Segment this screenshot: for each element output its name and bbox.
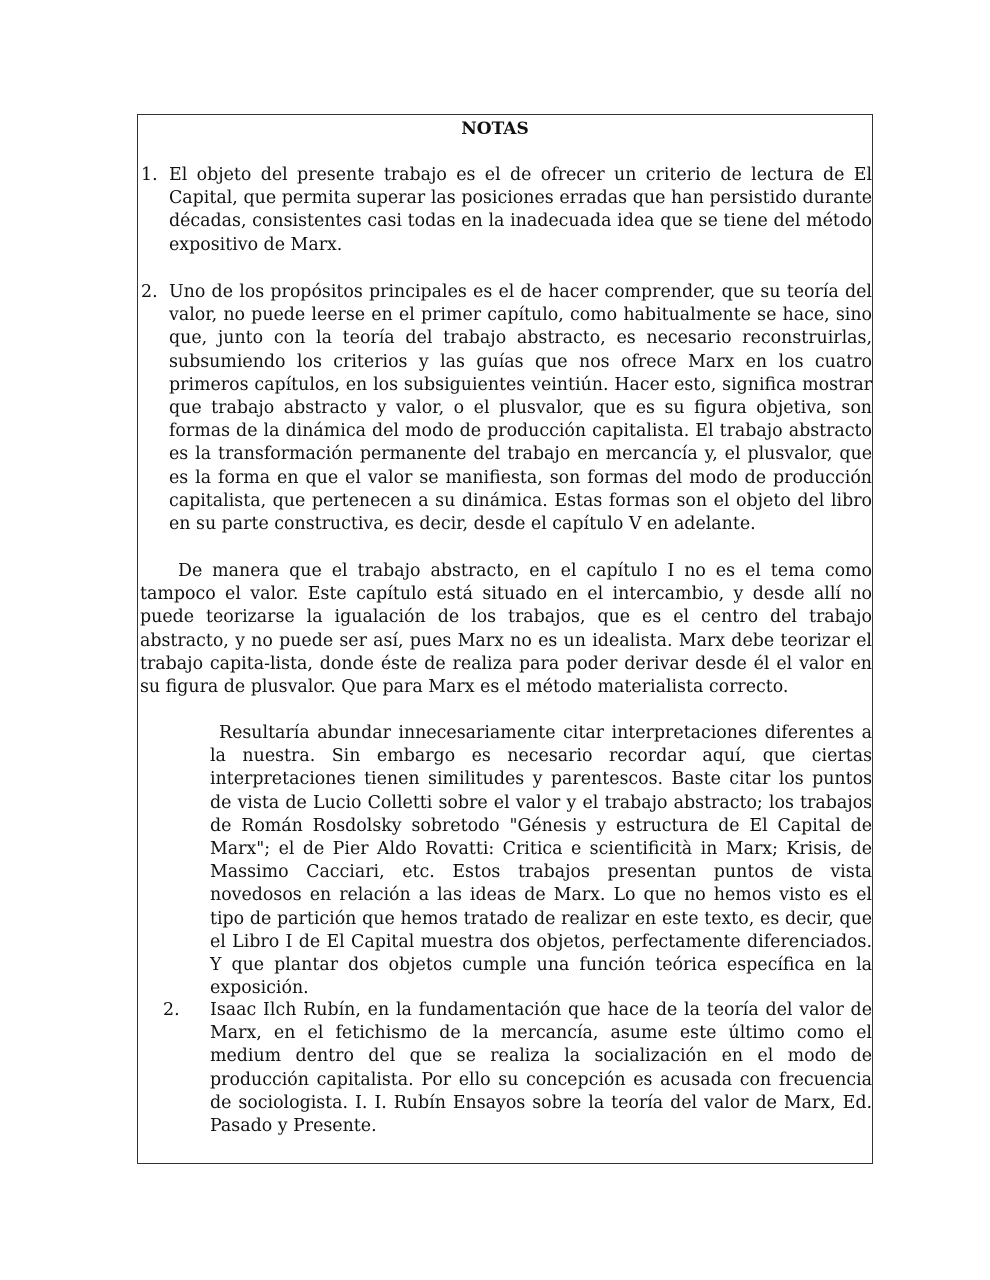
note-item-1 (141, 164, 872, 257)
body-paragraph-abstract-labor: De manera que el trabajo abstracto, en el capítulo I no es el tema como tampoco el valor. Este capítulo está situado en el intercambio, y desde allí no puede teorizarse la igualación de los trabajos, que es el centro del trabajo abstracto, y no puede ser así, pues Marx no es un idealista. Marx debe teorizar el trabajo capita-lista, donde éste de realiza para poder derivar desde él el valor en su figura de plusvalor. Que para Marx es el método materialista correcto. (140, 561, 872, 698)
note-text: El objeto del presente trabajo es el de ofrecer un criterio de lectura de El Capital, que permita superar las posiciones erradas que han persistido durante décadas, consistentes casi todas en la inadecuada idea que se tiene del método expositivo de Marx. (169, 165, 872, 255)
note-text: Isaac Ilch Rubín, en la fundamentación que hace de la teoría del valor de Marx, en el fetichismo de la mercancía, asume este último como el medium dentro del que se realiza la socialización en el modo de producción capitalista. Por ello su concepción es acusada con frecuencia de sociologista. I. I. Rubín Ensayos sobre la teoría del valor de Marx, Ed. Pasado y Presente. (210, 1000, 872, 1137)
note-number: 1. (141, 165, 158, 185)
note-item-rubin (163, 999, 872, 1138)
body-paragraph-interpretations: Resultaría abundar innecesariamente citar interpretaciones diferentes a la nuestra. Sin embargo es necesario recordar aquí, que ciertas interpretaciones tienen similitudes y parentescos. Baste citar los puntos de vista de Lucio Colletti sobre el valor y el trabajo abstracto; los trabajos de Román Rosdolsky sobretodo "Génesis y estructura de El Capital de Marx"; el de Pier Aldo Rovatti: Critica e scientificità in Marx; Krisis, de Massimo Cacciari, etc. Estos trabajos presentan puntos de vista novedosos en relación a las ideas de Marx. Lo que no hemos visto es el tipo de partición que hemos tratado de realizar en este texto, es decir, que el Libro I de El Capital muestra dos objetos, perfectamente diferenciados. Y que plantar dos objetos cumple una función teórica específica en la exposición. (210, 723, 872, 999)
note-number: 2. (141, 282, 158, 302)
note-item-2 (141, 281, 872, 536)
page-title: NOTAS (461, 119, 529, 139)
note-text: Uno de los propósitos principales es el de hacer comprender, que su teoría del valor, no puede leerse en el primer capítulo, como habitualmente se hace, sino que, junto con la teoría del trabajo abstracto, es necesario reconstruirlas, subsumiendo los criterios y las guías que nos ofrece Marx en los cuatro primeros capítulos, en los subsiguientes veintiún. Hacer esto, significa mostrar que trabajo abstracto y valor, o el plusvalor, que es su figura objetiva, son formas de la dinámica del modo de producción capitalista. El trabajo abstracto es la transformación permanente del trabajo en mercancía y, el plusvalor, que es la forma en que el valor se manifiesta, son formas del modo de producción capitalista, que pertenecen a su dinámica. Estas formas son el objeto del libro en su parte constructiva, es decir, desde el capítulo V en adelante. (169, 282, 872, 535)
note-number: 2. (163, 1000, 180, 1020)
